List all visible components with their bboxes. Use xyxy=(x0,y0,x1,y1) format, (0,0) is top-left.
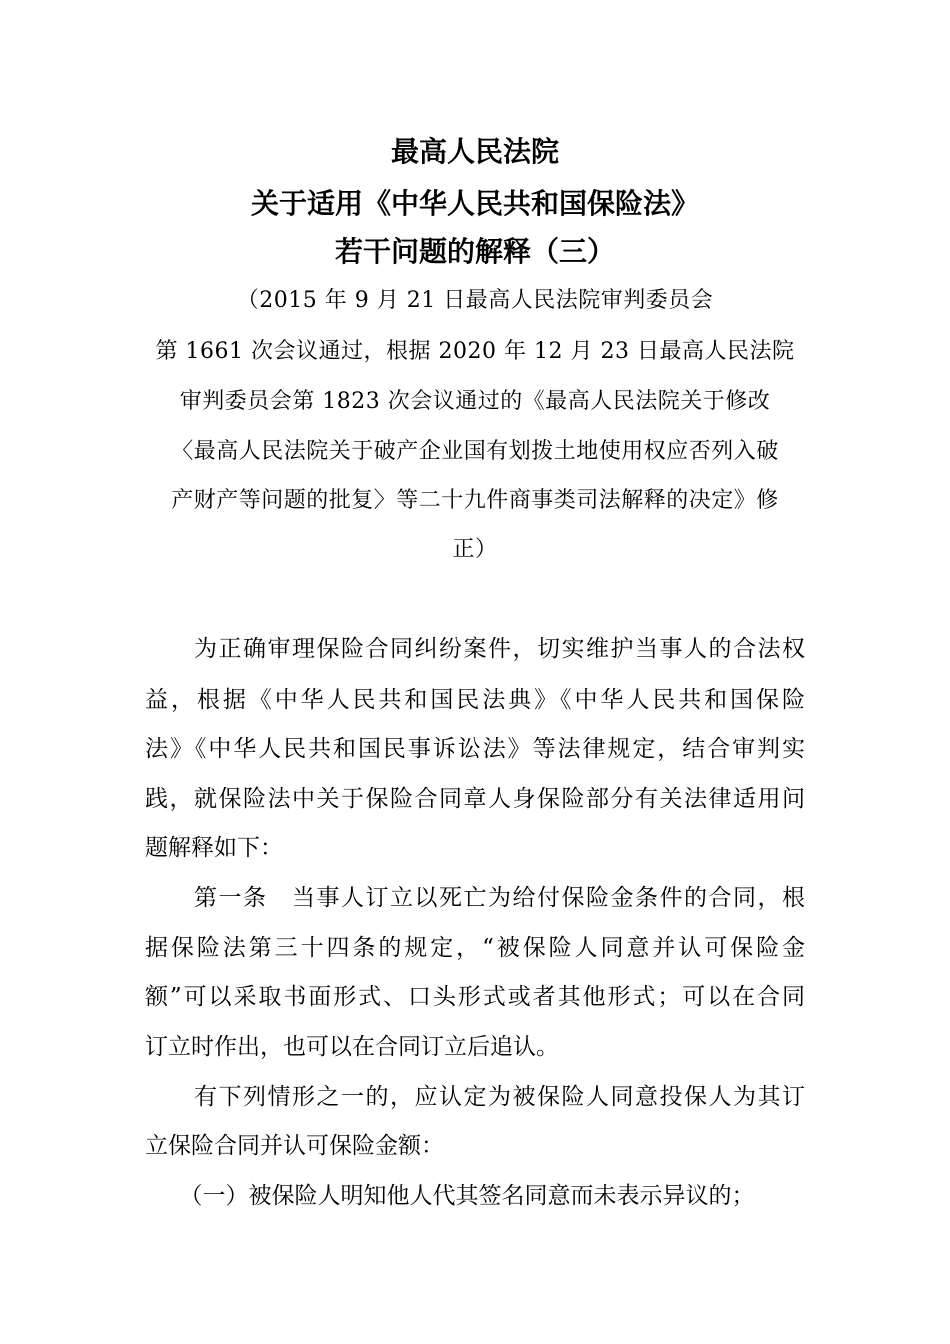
body-line-6: 第一条 当事人订立以死亡为给付保险金条件的合同，根 xyxy=(145,885,805,911)
title-line-2: 关于适用《中华人民共和国保险法》 xyxy=(250,187,699,220)
body-line-9: 订立时作出，也可以在合同订立后追认。 xyxy=(145,1034,559,1060)
body-line-4: 践，就保险法中关于保险合同章人身保险部分有关法律适用问 xyxy=(145,786,805,812)
body-line-3: 法》《中华人民共和国民事诉讼法》等法律规定，结合审判实 xyxy=(145,736,805,762)
title-line-1: 最高人民法院 xyxy=(390,135,559,168)
note-line-6: 正） xyxy=(452,537,498,562)
note-line-4: 〈最高人民法院关于破产企业国有划拨土地使用权应否列入破 xyxy=(171,439,779,464)
body-line-11: 立保险合同并认可保险金额： xyxy=(145,1133,444,1159)
title-line-3: 若干问题的解释（三） xyxy=(334,235,615,268)
body-line-1: 为正确审理保险合同纠纷案件，切实维护当事人的合法权 xyxy=(145,636,805,662)
body-line-8: 额”可以采取书面形式、口头形式或者其他形式；可以在合同 xyxy=(145,984,805,1010)
body-line-5: 题解释如下： xyxy=(145,835,283,861)
note-line-2: 第 1661 次会议通过，根据 2020 年 12 月 23 日最高人民法院 xyxy=(155,339,795,364)
body-line-10: 有下列情形之一的，应认定为被保险人同意投保人为其订 xyxy=(145,1084,805,1110)
note-line-5: 产财产等问题的批复〉等二十九件商事类司法解释的决定》修 xyxy=(171,488,779,513)
note-line-3: 审判委员会第 1823 次会议通过的《最高人民法院关于修改 xyxy=(179,389,771,414)
body-line-12: （一）被保险人明知他人代其签名同意而未表示异议的； xyxy=(145,1183,755,1209)
body-line-2: 益，根据《中华人民共和国民法典》《中华人民共和国保险 xyxy=(145,687,805,713)
body-line-7: 据保险法第三十四条的规定，“被保险人同意并认可保险金 xyxy=(145,935,805,961)
note-line-1: （2015 年 9 月 21 日最高人民法院审判委员会 xyxy=(236,288,714,313)
